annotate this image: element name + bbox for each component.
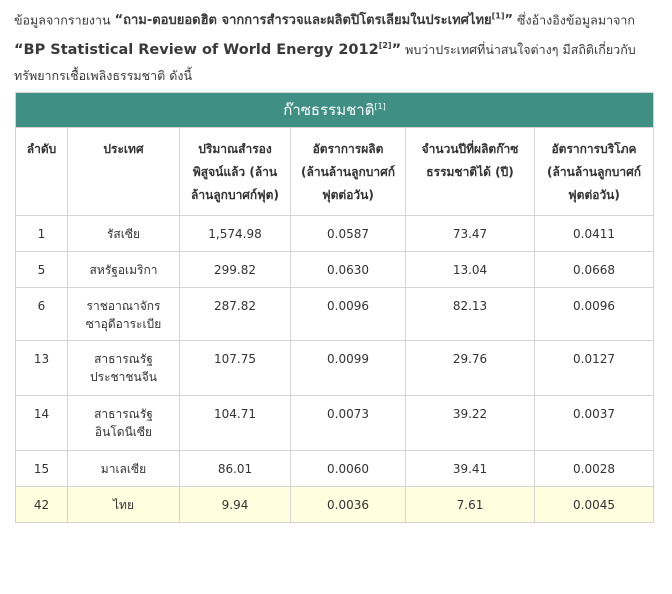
table-row-thailand xyxy=(16,487,654,523)
header-consumption: อัตราการบริโภค (ล้านล้านลูกบาศก์ฟุตต่อวัน) xyxy=(535,128,654,216)
cell-rank: 42 xyxy=(16,487,68,523)
cell-reserve: 86.01 xyxy=(180,451,291,487)
cell-reserve: 287.82 xyxy=(180,288,291,341)
header-reserve: ปริมาณสำรองพิสูจน์แล้ว (ล้านล้านลูกบาศก์ฟุต) xyxy=(180,128,291,216)
cell-consumption: 0.0668 xyxy=(535,252,654,288)
cell-reserve: 107.75 xyxy=(180,341,291,396)
cell-years: 73.47 xyxy=(406,216,535,252)
table-title xyxy=(16,93,654,128)
cell-years: 82.13 xyxy=(406,288,535,341)
table-row xyxy=(16,396,654,451)
cell-reserve: 299.82 xyxy=(180,252,291,288)
quote-close-2: ” xyxy=(391,42,402,59)
table-row xyxy=(16,451,654,487)
intro-text-2: ซึ่งอ้างอิงข้อมูลมาจาก xyxy=(513,12,636,28)
cell-rank: 14 xyxy=(16,396,68,451)
cell-rank: 15 xyxy=(16,451,68,487)
cell-country: ไทย xyxy=(68,487,180,523)
cell-production: 0.0630 xyxy=(291,252,406,288)
table-row xyxy=(16,252,654,288)
source-title: “BP Statistical Review of World Energy 2012 xyxy=(14,42,379,59)
cell-years: 39.41 xyxy=(406,451,535,487)
cell-country: รัสเซีย xyxy=(68,216,180,252)
cell-production: 0.0099 xyxy=(291,341,406,396)
report-title-quote xyxy=(115,13,514,28)
cell-production: 0.0036 xyxy=(291,487,406,523)
cell-consumption: 0.0037 xyxy=(535,396,654,451)
table-row xyxy=(16,341,654,396)
cell-production: 0.0587 xyxy=(291,216,406,252)
cell-country: สาธารณรัฐประชาชนจีน xyxy=(68,341,180,396)
cell-consumption: 0.0028 xyxy=(535,451,654,487)
header-rank: ลำดับ xyxy=(16,128,68,216)
cell-consumption: 0.0127 xyxy=(535,341,654,396)
report-title: “ถาม-ตอบยอดฮิต จากการสำรวจและผลิตปิโตรเลียมในประเทศไทย xyxy=(114,13,492,29)
header-production: อัตราการผลิต (ล้านล้านลูกบาศก์ฟุตต่อวัน) xyxy=(291,128,406,216)
source-title-quote xyxy=(14,42,401,58)
quote-close-1: ” xyxy=(504,13,514,29)
cell-years: 7.61 xyxy=(406,487,535,523)
cell-production: 0.0060 xyxy=(291,451,406,487)
cell-rank: 5 xyxy=(16,252,68,288)
table-title-text: ก๊าซธรรมชาติ xyxy=(283,101,375,119)
cell-reserve: 104.71 xyxy=(180,396,291,451)
cell-rank: 13 xyxy=(16,341,68,396)
cell-rank: 6 xyxy=(16,288,68,341)
cell-consumption: 0.0045 xyxy=(535,487,654,523)
table-row xyxy=(16,216,654,252)
cell-years: 13.04 xyxy=(406,252,535,288)
table-header-row xyxy=(16,128,654,216)
cell-country: ราชอาณาจักรซาอุดีอาระเบีย xyxy=(68,288,180,341)
cell-years: 29.76 xyxy=(406,341,535,396)
cell-rank: 1 xyxy=(16,216,68,252)
intro-paragraph xyxy=(14,4,664,88)
cell-production: 0.0096 xyxy=(291,288,406,341)
cell-country: มาเลเซีย xyxy=(68,451,180,487)
header-years: จำนวนปีที่ผลิตก๊าซธรรมชาติได้ (ปี) xyxy=(406,128,535,216)
table-row xyxy=(16,288,654,341)
cell-reserve: 9.94 xyxy=(180,487,291,523)
natural-gas-table xyxy=(15,92,654,523)
table-footnote-ref[interactable]: [1] xyxy=(374,102,386,111)
cell-production: 0.0073 xyxy=(291,396,406,451)
intro-text-3: พบว่าประเทศที่น่าสนใจต่างๆ มีสถิติเกี่ยวกับทรัพยากรเชื้อเพลิงธรรมชาติ ดังนี้ xyxy=(14,42,636,84)
cell-consumption: 0.0096 xyxy=(535,288,654,341)
intro-text-1: ข้อมูลจากรายงาน xyxy=(14,12,115,28)
cell-consumption: 0.0411 xyxy=(535,216,654,252)
footnote-ref-1[interactable]: [1] xyxy=(491,12,505,21)
cell-years: 39.22 xyxy=(406,396,535,451)
cell-country: สหรัฐอเมริกา xyxy=(68,252,180,288)
header-country: ประเทศ xyxy=(68,128,180,216)
footnote-ref-2[interactable]: [2] xyxy=(378,41,392,51)
cell-reserve: 1,574.98 xyxy=(180,216,291,252)
cell-country: สาธารณรัฐอินโดนีเซีย xyxy=(68,396,180,451)
